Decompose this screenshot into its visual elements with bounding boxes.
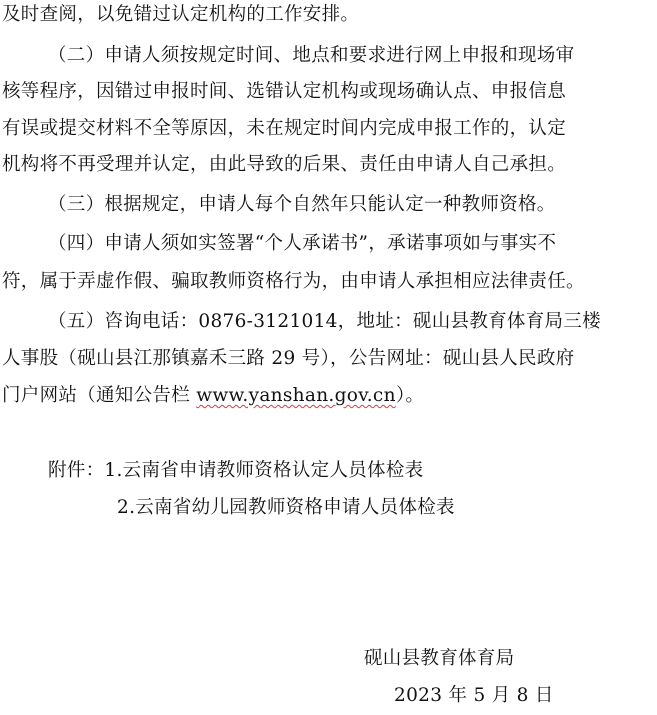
- attachment-item-1: 附件：1.云南省申请教师资格认定人员体检表: [48, 460, 424, 481]
- paragraph-line: （三）根据规定，申请人每个自然年只能认定一种教师资格。: [48, 194, 556, 215]
- paragraph-line: [2, 384, 424, 408]
- paragraph-line: （二）申请人须按规定时间、地点和要求进行网上申报和现场审: [48, 45, 575, 66]
- paragraph-line: 及时查阅，以免错过认定机构的工作安排。: [2, 4, 360, 25]
- url-line-suffix: ）。: [395, 385, 425, 406]
- signature-org: 砚山县教育体育局: [364, 648, 515, 669]
- paragraph-line: 机构将不再受理并认定，由此导致的后果、责任由申请人自己承担。: [2, 154, 567, 175]
- url-line-prefix: 门户网站（通知公告栏: [2, 385, 197, 406]
- attachment-item-2: 2.云南省幼儿园教师资格申请人员体检表: [117, 497, 455, 518]
- paragraph-line: 符，属于弄虚作假、骗取教师资格行为，由申请人承担相应法律责任。: [2, 271, 585, 292]
- signature-date: 2023 年 5 月 8 日: [394, 685, 554, 706]
- paragraph-line: 核等程序，因错过申报时间、选错认定机构或现场确认点、申报信息: [2, 81, 567, 102]
- announcement-url-link[interactable]: www.yanshan.gov.cn: [196, 385, 396, 406]
- paragraph-line: 人事股（砚山县江那镇嘉禾三路 29 号），公告网址：砚山县人民政府: [2, 348, 575, 369]
- paragraph-line: 有误或提交材料不全等原因，未在规定时间内完成申报工作的，认定: [2, 118, 567, 139]
- paragraph-line: （五）咨询电话：0876-3121014，地址：砚山县教育体育局三楼: [48, 311, 601, 332]
- paragraph-line: （四）申请人须如实签署“个人承诺书”，承诺事项如与事实不: [48, 233, 557, 254]
